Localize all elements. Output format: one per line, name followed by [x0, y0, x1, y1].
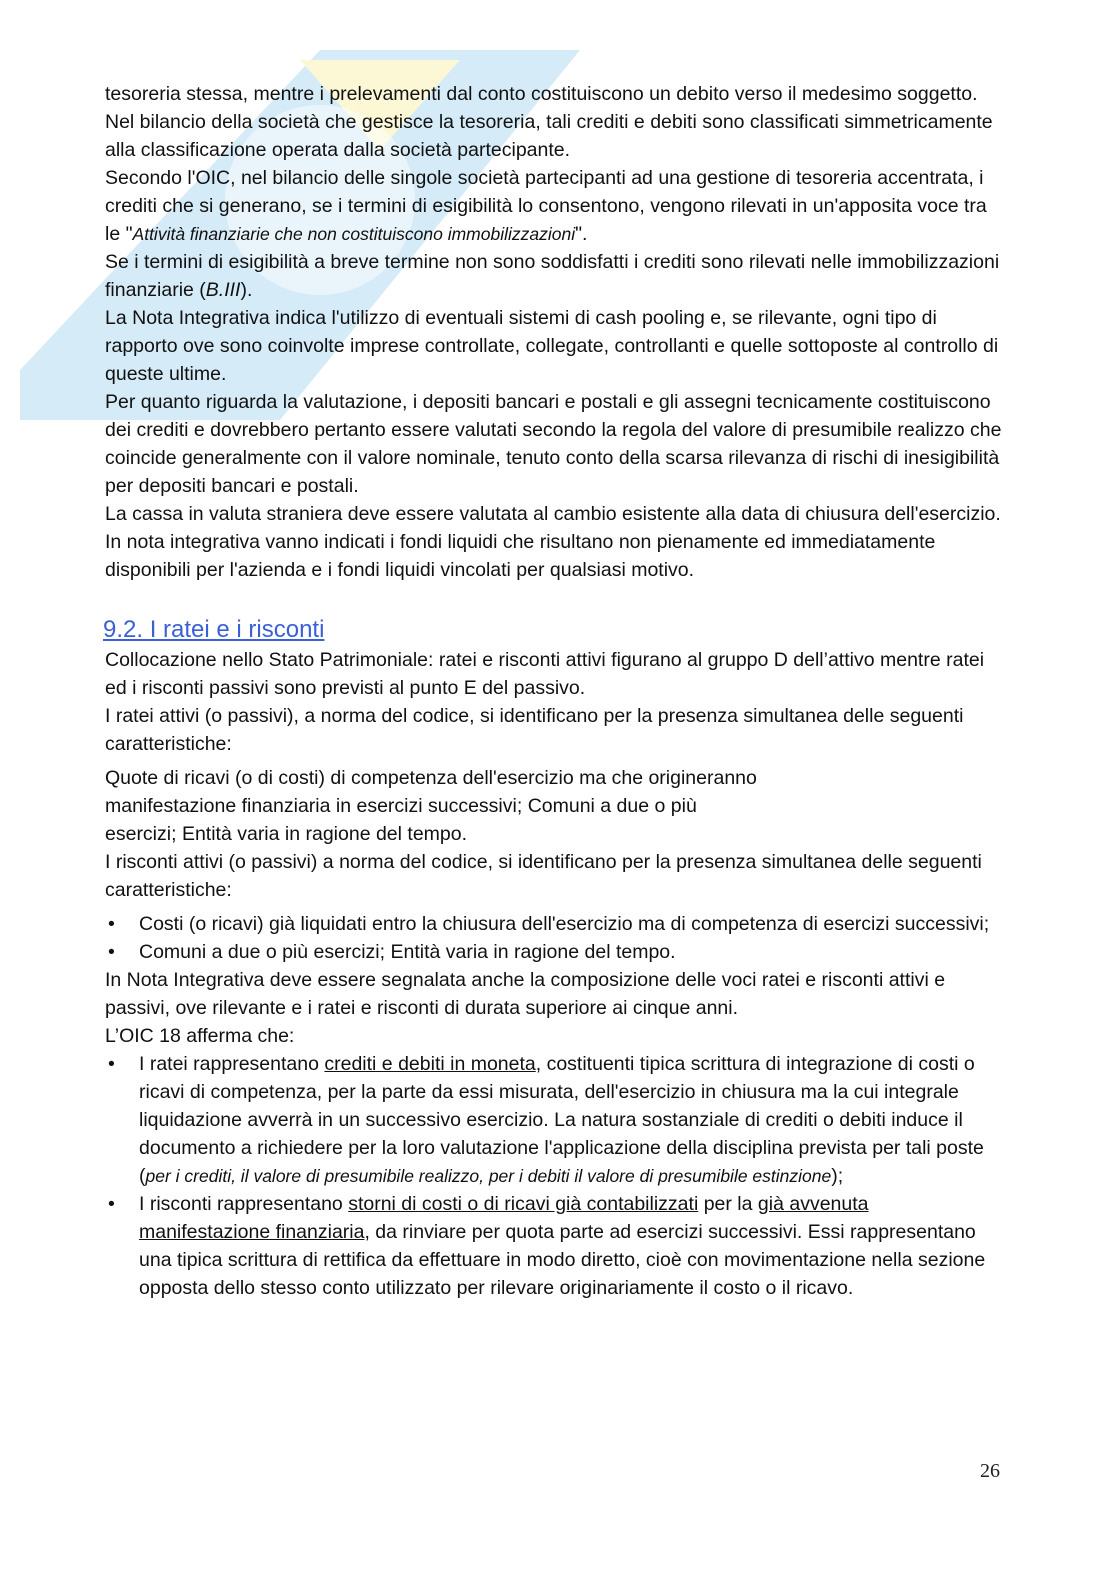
voce-attivita-finanziarie: Attività finanziarie che non costituiscono immobilizzazioni [132, 224, 576, 244]
paragraph-oic-18: L’OIC 18 afferma che: [105, 1025, 295, 1047]
list-item: • Costi (o ricavi) già liquidati entro la chiusura dell'esercizio ma di competenza di esercizi successivi; [105, 910, 1005, 938]
paragraph-fondi-liquidi: In nota integrativa vanno indicati i fondi liquidi che risultano non pienamente ed immediatamente disponibili per l'azienda e i fondi liquidi vincolati per qualsiasi motivo. [105, 531, 936, 581]
ratei-line: manifestazione finanziaria in esercizi successivi; Comuni a due o più [105, 795, 697, 817]
oic-18-list [105, 1050, 1005, 1302]
section-heading-ratei-risconti[interactable]: 9.2. I ratei e i risconti [103, 616, 325, 643]
paragraph-oic-tesoreria: Secondo l'OIC, nel bilancio delle singole società partecipanti ad una gestione di tesoreria accentrata, i crediti che si generano, se i termini di esigibilità lo consentono, vengono rilevati in un'apposita voce tra le "Attività finanziarie che non costituiscono immobilizzazioni". [105, 167, 987, 245]
paragraph-esigibilita: Se i termini di esigibilità a breve termine non sono soddisfatti i crediti sono rilevati nelle immobilizzazioni finanziarie (B.III). [105, 251, 1000, 301]
page-number: 26 [980, 1460, 1000, 1482]
ratei-line: Quote di ricavi (o di costi) di competenza dell'esercizio ma che origineranno [105, 767, 757, 789]
paragraph-collocazione: Collocazione nello Stato Patrimoniale: ratei e risconti attivi figurano al gruppo D dell’attivo mentre ratei ed i risconti passivi sono previsti al punto E del passivo. [105, 649, 985, 699]
underlined-term: già avvenuta manifestazione finanziaria [139, 1193, 869, 1243]
ratei-characteristics [105, 764, 1005, 848]
paragraph-cash-pooling: La Nota Integrativa indica l'utilizzo di eventuali sistemi di cash pooling e, se rilevante, ogni tipo di rapporto ove sono coinvolte imprese controllate, collegate, controllanti e quelle sottoposte al controllo di queste ultime. [105, 307, 999, 385]
page-content [105, 80, 1005, 1302]
ratei-line: esercizi; Entità varia in ragione del tempo. [105, 823, 468, 845]
list-item: • I ratei rappresentano crediti e debiti in moneta, costituenti tipica scrittura di integrazione di costi o ricavi di competenza, per la parte da essi misurata, dell'esercizio in chiusura ma la cui integrale liquidazione avverrà in un successivo esercizio. La natura sostanziale di crediti o debiti induce il documento a richiedere per la loro valutazione l'applicazione della disciplina prevista per tali poste (per i crediti, il valore di presumibile realizzo, per i debiti il valore di presumibile estinzione); [105, 1050, 1005, 1190]
underlined-term: storni di costi o di ricavi già contabilizzati [348, 1193, 699, 1215]
list-item: • I risconti rappresentano storni di costi o di ricavi già contabilizzati per la già avvenuta manifestazione finanziaria, da rinviare per quota parte ad esercizi successivi. Essi rappresentano una tipica scrittura di rettifica da effettuare in modo diretto, cioè con movimentazione nella sezione opposta dello stesso conto utilizzato per rilevare originariamente il costo o il ricavo. [105, 1190, 1005, 1302]
list-item: • Comuni a due o più esercizi; Entità varia in ragione del tempo. [105, 938, 1005, 966]
risconti-characteristics [105, 910, 1005, 966]
paragraph-ratei-intro: I ratei attivi (o passivi), a norma del codice, si identificano per la presenza simultanea delle seguenti caratteristiche: [105, 705, 964, 755]
paragraph-cassa-valuta: La cassa in valuta straniera deve essere valutata al cambio esistente alla data di chiusura dell'esercizio. [105, 503, 1001, 525]
paragraph-risconti-intro: I risconti attivi (o passivi) a norma del codice, si identificano per la presenza simultanea delle seguenti caratteristiche: [105, 851, 982, 901]
paragraph-tesoreria: tesoreria stessa, mentre i prelevamenti dal conto costituiscono un debito verso il medesimo soggetto. Nel bilancio della società che gestisce la tesoreria, tali crediti e debiti sono classificati simmetricamente alla classificazione operata dalla società partecipante. [105, 83, 993, 161]
italic-note: per i crediti, il valore di presumibile realizzo, per i debiti il valore di presumibile estinzione [145, 1166, 832, 1186]
underlined-term: crediti e debiti in moneta [324, 1053, 536, 1075]
paragraph-valutazione: Per quanto riguarda la valutazione, i depositi bancari e postali e gli assegni tecnicamente costituiscono dei crediti e dovrebbero pertanto essere valutati secondo la regola del valore di presumibile realizzo che coincide generalmente con il valore nominale, tenuto conto della scarsa rilevanza di rischi di inesigibilità per depositi bancari e postali. [105, 391, 1002, 497]
voce-b-iii: B.III [205, 279, 241, 301]
paragraph-nota-integrativa: In Nota Integrativa deve essere segnalata anche la composizione delle voci ratei e risconti attivi e passivi, ove rilevante e i ratei e risconti di durata superiore ai cinque anni. [105, 969, 946, 1019]
